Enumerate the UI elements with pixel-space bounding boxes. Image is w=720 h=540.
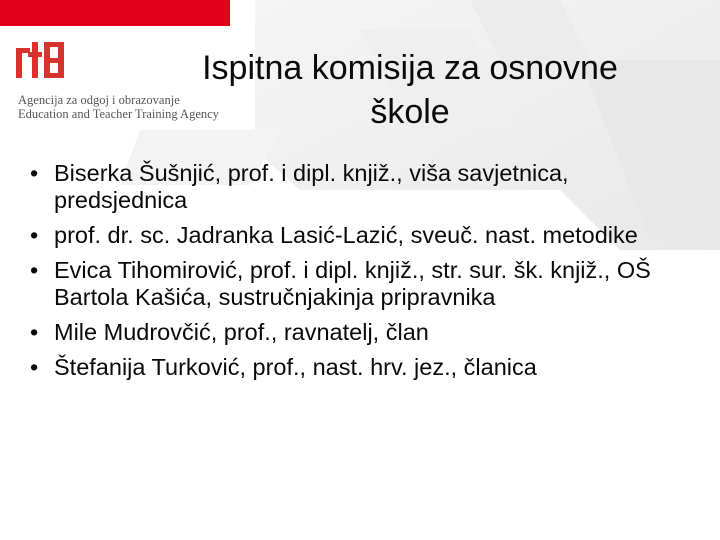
list-item-text: Biserka Šušnjić, prof. i dipl. knjiž., viša savjetnica, predsjednica <box>54 160 569 213</box>
top-accent-bar <box>0 0 230 26</box>
list-item <box>30 319 680 346</box>
list-item <box>30 160 680 214</box>
bullet-icon: • <box>30 222 39 248</box>
slide-title-line-1: Ispitna komisija za osnovne <box>202 49 618 87</box>
list-item-text: Mile Mudrovčić, prof., ravnatelj, član <box>54 319 429 345</box>
list-item-text: Štefanija Turković, prof., nast. hrv. jez., članica <box>54 354 537 380</box>
bullet-icon: • <box>30 354 39 380</box>
bullet-icon: • <box>30 319 39 345</box>
list-item <box>30 257 680 311</box>
org-name-croatian: Agencija za odgoj i obrazovanje <box>18 93 180 107</box>
list-item <box>30 222 680 249</box>
list-item <box>30 354 680 381</box>
slide-title <box>130 46 690 134</box>
bullet-icon: • <box>30 257 39 283</box>
agency-logo <box>14 40 70 80</box>
list-item-text: prof. dr. sc. Jadranka Lasić-Lazić, sveuč. nast. metodike <box>54 222 638 248</box>
slide-title-line-2: škole <box>370 93 450 131</box>
committee-member-list <box>30 160 680 389</box>
org-name-english: Education and Teacher Training Agency <box>18 107 219 121</box>
bullet-icon: • <box>30 160 39 186</box>
list-item-text: Evica Tihomirović, prof. i dipl. knjiž., str. sur. šk. knjiž., OŠ Bartola Kašića, sustručnjakinja pripravnika <box>54 257 651 310</box>
